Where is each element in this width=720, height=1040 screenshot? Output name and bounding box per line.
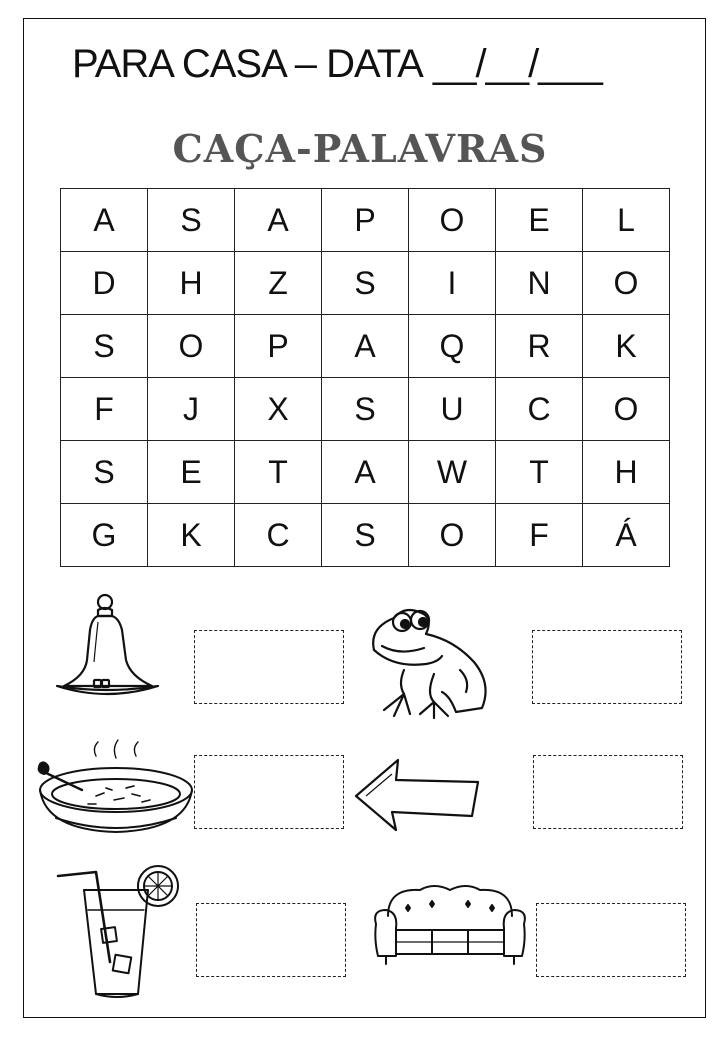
grid-cell[interactable]: A [322, 441, 409, 504]
grid-cell[interactable]: Á [583, 504, 670, 567]
grid-cell[interactable]: C [496, 378, 583, 441]
word-search-grid [60, 188, 670, 567]
frog-icon [364, 600, 499, 725]
grid-cell[interactable]: C [235, 504, 322, 567]
grid-cell[interactable]: U [409, 378, 496, 441]
arrow-icon [352, 758, 487, 833]
grid-cell[interactable]: S [322, 252, 409, 315]
grid-cell[interactable]: S [148, 189, 235, 252]
grid-cell[interactable]: O [148, 315, 235, 378]
grid-cell[interactable]: I [409, 252, 496, 315]
grid-cell[interactable]: R [496, 315, 583, 378]
page-header [72, 42, 602, 87]
grid-cell[interactable]: W [409, 441, 496, 504]
grid-row [61, 252, 670, 315]
answer-box-bell[interactable] [194, 630, 344, 704]
grid-cell[interactable]: K [148, 504, 235, 567]
grid-cell[interactable]: A [235, 189, 322, 252]
grid-cell[interactable]: G [61, 504, 148, 567]
grid-cell[interactable]: L [583, 189, 670, 252]
answer-box-frog[interactable] [532, 630, 682, 704]
grid-cell[interactable]: X [235, 378, 322, 441]
grid-cell[interactable]: Z [235, 252, 322, 315]
sofa-icon [370, 880, 530, 970]
grid-cell[interactable]: S [322, 504, 409, 567]
grid-cell[interactable]: S [61, 441, 148, 504]
header-title: PARA CASA [72, 42, 285, 86]
answer-box-sofa[interactable] [536, 903, 686, 977]
juice-glass-icon [54, 862, 184, 1002]
grid-cell[interactable]: P [235, 315, 322, 378]
grid-cell[interactable]: T [235, 441, 322, 504]
grid-cell[interactable]: O [583, 378, 670, 441]
grid-cell[interactable]: A [322, 315, 409, 378]
answer-box-arrow[interactable] [533, 755, 683, 829]
date-label: DATA [326, 42, 423, 86]
header-dash: – [294, 42, 316, 86]
grid-cell[interactable]: H [583, 441, 670, 504]
grid-cell[interactable]: N [496, 252, 583, 315]
grid-row [61, 378, 670, 441]
grid-cell[interactable]: O [409, 189, 496, 252]
grid-cell[interactable]: E [496, 189, 583, 252]
grid-cell[interactable]: F [61, 378, 148, 441]
grid-cell[interactable]: P [322, 189, 409, 252]
grid-row [61, 315, 670, 378]
grid-cell[interactable]: A [61, 189, 148, 252]
grid-row [61, 441, 670, 504]
grid-cell[interactable]: E [148, 441, 235, 504]
grid-cell[interactable]: T [496, 441, 583, 504]
grid-cell[interactable]: O [409, 504, 496, 567]
grid-cell[interactable]: Q [409, 315, 496, 378]
soup-bowl-icon [36, 738, 196, 838]
grid-row [61, 504, 670, 567]
grid-cell[interactable]: H [148, 252, 235, 315]
grid-cell[interactable]: S [61, 315, 148, 378]
grid-cell[interactable]: J [148, 378, 235, 441]
answer-box-soup[interactable] [194, 755, 344, 829]
grid-cell[interactable]: F [496, 504, 583, 567]
bell-icon [52, 590, 162, 700]
grid-cell[interactable]: S [322, 378, 409, 441]
date-blank: __/__/___ [432, 42, 602, 86]
grid-cell[interactable]: K [583, 315, 670, 378]
worksheet-title: CAÇA-PALAVRAS [172, 126, 548, 171]
grid-cell[interactable]: D [61, 252, 148, 315]
grid-cell[interactable]: O [583, 252, 670, 315]
answer-box-juice[interactable] [196, 903, 346, 977]
grid-row [61, 189, 670, 252]
